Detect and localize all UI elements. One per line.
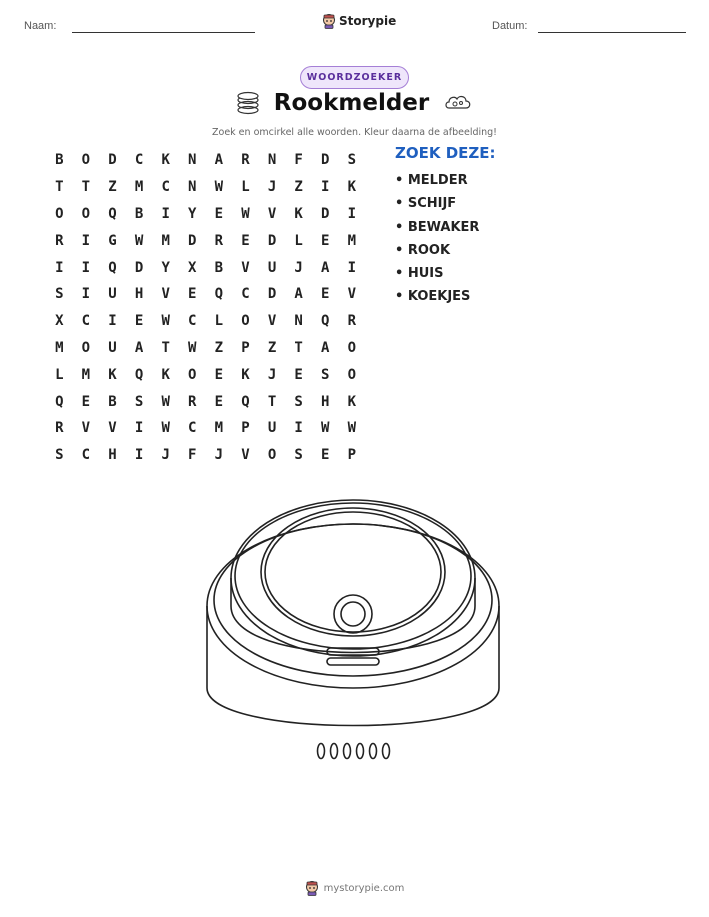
grid-letter[interactable]: I <box>134 447 144 464</box>
grid-letter[interactable]: Y <box>161 259 170 276</box>
grid-letter[interactable]: D <box>108 152 117 169</box>
name-label: Naam: <box>24 20 57 32</box>
grid-letter[interactable]: V <box>267 313 277 330</box>
grid-letter[interactable]: S <box>321 366 330 383</box>
grid-letter[interactable]: J <box>294 259 303 276</box>
grid-letter[interactable]: I <box>81 232 91 249</box>
grid-letter[interactable]: K <box>161 366 170 383</box>
grid-letter[interactable]: W <box>161 313 170 330</box>
grid-letter[interactable]: C <box>81 313 91 330</box>
grid-row <box>46 227 365 254</box>
grid-letter[interactable]: C <box>81 447 91 464</box>
grid-row <box>46 147 365 174</box>
grid-letter[interactable]: I <box>55 259 64 276</box>
grid-row <box>46 361 365 388</box>
grid-letter[interactable]: W <box>321 420 330 437</box>
grid-letter[interactable]: E <box>81 393 91 410</box>
word-list-item: • KOEKJES <box>395 289 471 305</box>
grid-letter[interactable]: S <box>55 286 64 303</box>
grid-letter[interactable]: L <box>214 313 224 330</box>
grid-letter[interactable]: L <box>55 366 64 383</box>
grid-letter[interactable]: O <box>347 339 357 356</box>
grid-letter[interactable]: T <box>55 179 64 196</box>
grid-letter[interactable]: B <box>134 205 144 222</box>
grid-letter[interactable]: B <box>214 259 224 276</box>
grid-letter[interactable]: U <box>108 286 117 303</box>
grid-letter[interactable]: O <box>241 313 250 330</box>
grid-letter[interactable]: H <box>108 447 117 464</box>
worksheet-type-badge: WOORDZOEKER <box>300 66 409 89</box>
smoke-cloud-icon <box>443 92 473 114</box>
storypie-mascot-icon <box>305 880 319 896</box>
grid-letter[interactable]: C <box>241 286 250 303</box>
grid-letter[interactable]: I <box>108 313 117 330</box>
grid-letter[interactable]: V <box>241 447 250 464</box>
grid-letter[interactable]: F <box>188 447 197 464</box>
grid-letter[interactable]: C <box>188 420 197 437</box>
grid-row <box>46 442 365 469</box>
grid-row <box>46 201 365 228</box>
grid-letter[interactable]: R <box>188 393 197 410</box>
brand-logo <box>322 13 396 29</box>
grid-letter[interactable]: H <box>134 286 144 303</box>
grid-letter[interactable]: I <box>81 286 91 303</box>
page-title: Rookmelder <box>273 90 430 116</box>
grid-letter[interactable]: L <box>294 232 303 249</box>
grid-letter[interactable]: O <box>267 447 277 464</box>
grid-letter[interactable]: K <box>347 179 357 196</box>
grid-letter[interactable]: T <box>267 393 277 410</box>
grid-letter[interactable]: U <box>267 420 277 437</box>
title-row <box>0 90 709 116</box>
grid-letter[interactable]: Q <box>321 313 330 330</box>
grid-letter[interactable]: A <box>321 339 330 356</box>
grid-letter[interactable]: I <box>294 420 303 437</box>
grid-letter[interactable]: E <box>321 447 330 464</box>
grid-letter[interactable]: X <box>188 259 197 276</box>
grid-letter[interactable]: Q <box>241 393 250 410</box>
grid-letter[interactable]: A <box>294 286 303 303</box>
grid-letter[interactable]: Z <box>294 179 303 196</box>
grid-letter[interactable]: B <box>55 152 64 169</box>
grid-letter[interactable]: W <box>188 339 197 356</box>
word-list-item: • ROOK <box>395 242 451 258</box>
grid-letter[interactable]: U <box>108 339 117 356</box>
grid-letter[interactable]: O <box>347 366 357 383</box>
grid-letter[interactable]: K <box>108 366 117 383</box>
grid-letter[interactable]: U <box>267 259 277 276</box>
grid-letter[interactable]: D <box>321 205 330 222</box>
grid-letter[interactable]: V <box>267 205 277 222</box>
grid-letter[interactable]: J <box>161 447 170 464</box>
grid-letter[interactable]: A <box>214 152 224 169</box>
grid-letter[interactable]: N <box>188 152 197 169</box>
brand-name: Storypie <box>339 14 397 28</box>
grid-letter[interactable]: D <box>267 286 277 303</box>
grid-letter[interactable]: V <box>161 286 170 303</box>
grid-letter[interactable]: H <box>321 393 330 410</box>
grid-row <box>46 254 365 281</box>
grid-letter[interactable]: A <box>321 259 330 276</box>
grid-letter[interactable]: P <box>347 447 357 464</box>
grid-letter[interactable]: V <box>241 259 250 276</box>
word-list-item: • HUIS <box>395 266 444 282</box>
grid-letter[interactable]: Z <box>108 179 117 196</box>
grid-letter[interactable]: C <box>161 179 170 196</box>
grid-letter[interactable]: I <box>81 259 91 276</box>
grid-letter[interactable]: O <box>81 339 91 356</box>
grid-letter[interactable]: Q <box>108 259 117 276</box>
grid-letter[interactable]: B <box>108 393 117 410</box>
grid-letter[interactable]: M <box>134 179 144 196</box>
cookie-stack-icon <box>236 91 260 115</box>
grid-letter[interactable]: R <box>347 313 357 330</box>
grid-letter[interactable]: N <box>267 152 277 169</box>
grid-letter[interactable]: V <box>347 286 357 303</box>
grid-letter[interactable]: K <box>347 393 357 410</box>
grid-letter[interactable]: E <box>188 286 197 303</box>
grid-letter[interactable]: W <box>161 420 170 437</box>
grid-letter[interactable]: E <box>321 286 330 303</box>
grid-letter[interactable]: V <box>108 420 117 437</box>
grid-letter[interactable]: E <box>214 366 224 383</box>
grid-letter[interactable]: C <box>188 313 197 330</box>
word-list-item: • BEWAKER <box>395 219 480 235</box>
grid-row <box>46 415 365 442</box>
grid-letter[interactable]: S <box>347 152 357 169</box>
footer-url: mystorypie.com <box>323 882 405 894</box>
grid-letter[interactable]: E <box>321 232 330 249</box>
grid-letter[interactable]: D <box>321 152 330 169</box>
grid-letter[interactable]: J <box>267 366 277 383</box>
grid-letter[interactable]: P <box>241 420 250 437</box>
grid-letter[interactable]: K <box>241 366 250 383</box>
grid-letter[interactable]: I <box>347 205 357 222</box>
grid-letter[interactable]: M <box>214 420 224 437</box>
grid-letter[interactable]: S <box>134 393 144 410</box>
date-label: Datum: <box>492 20 528 32</box>
grid-letter[interactable]: O <box>81 205 91 222</box>
grid-letter[interactable]: E <box>214 393 224 410</box>
grid-letter[interactable]: E <box>294 366 303 383</box>
grid-letter[interactable]: W <box>134 232 144 249</box>
grid-letter[interactable]: M <box>55 339 64 356</box>
grid-letter[interactable]: R <box>241 152 250 169</box>
grid-letter[interactable]: D <box>188 232 197 249</box>
name-line <box>72 32 255 33</box>
grid-letter[interactable]: I <box>161 205 170 222</box>
grid-letter[interactable]: X <box>55 313 64 330</box>
grid-row <box>46 388 365 415</box>
grid-letter[interactable]: E <box>214 205 224 222</box>
smoke-detector-illustration <box>195 488 511 773</box>
footer <box>0 880 709 896</box>
grid-letter[interactable]: C <box>134 152 144 169</box>
grid-row <box>46 281 365 308</box>
grid-letter[interactable]: S <box>294 393 303 410</box>
grid-letter[interactable]: M <box>81 366 91 383</box>
date-line <box>538 32 686 33</box>
grid-letter[interactable]: N <box>188 179 197 196</box>
instructions: Zoek en omcirkel alle woorden. Kleur daarna de afbeelding! <box>212 127 497 138</box>
grid-letter[interactable]: M <box>161 232 170 249</box>
grid-letter[interactable]: W <box>241 205 250 222</box>
grid-letter[interactable]: R <box>55 420 64 437</box>
grid-letter[interactable]: D <box>134 259 144 276</box>
grid-letter[interactable]: G <box>108 232 117 249</box>
grid-letter[interactable]: R <box>214 232 224 249</box>
grid-letter[interactable]: T <box>81 179 91 196</box>
word-list-title: ZOEK DEZE: <box>395 144 496 162</box>
grid-letter[interactable]: Y <box>188 205 197 222</box>
grid-letter[interactable]: K <box>161 152 170 169</box>
grid-letter[interactable]: M <box>347 232 357 249</box>
word-list <box>395 171 479 311</box>
grid-letter[interactable]: L <box>241 179 250 196</box>
grid-row <box>46 335 365 362</box>
storypie-mascot-icon <box>322 13 336 29</box>
grid-letter[interactable]: F <box>294 152 303 169</box>
grid-letter[interactable]: W <box>161 393 170 410</box>
grid-letter[interactable]: Z <box>267 339 277 356</box>
grid-letter[interactable]: O <box>55 205 64 222</box>
grid-letter[interactable]: Q <box>108 205 117 222</box>
grid-letter[interactable]: Q <box>134 366 144 383</box>
grid-letter[interactable]: O <box>81 152 91 169</box>
word-list-item: • MELDER <box>395 173 468 188</box>
grid-letter[interactable]: Z <box>214 339 224 356</box>
grid-letter[interactable]: J <box>214 447 224 464</box>
grid-letter[interactable]: S <box>55 447 64 464</box>
grid-letter[interactable]: S <box>294 447 303 464</box>
grid-letter[interactable]: K <box>294 205 303 222</box>
grid-letter[interactable]: E <box>241 232 250 249</box>
grid-letter[interactable]: R <box>55 232 64 249</box>
grid-letter[interactable]: A <box>134 339 144 356</box>
grid-letter[interactable]: T <box>161 339 170 356</box>
grid-letter[interactable]: J <box>267 179 277 196</box>
grid-row <box>46 308 365 335</box>
grid-letter[interactable]: P <box>241 339 250 356</box>
grid-row <box>46 174 365 201</box>
grid-letter[interactable]: I <box>134 420 144 437</box>
grid-letter[interactable]: W <box>214 179 224 196</box>
grid-letter[interactable]: I <box>321 179 330 196</box>
grid-letter[interactable]: T <box>294 339 303 356</box>
grid-letter[interactable]: Q <box>214 286 224 303</box>
grid-letter[interactable]: N <box>294 313 303 330</box>
grid-letter[interactable]: Q <box>55 393 64 410</box>
grid-letter[interactable]: V <box>81 420 91 437</box>
word-search-grid <box>46 147 365 469</box>
grid-letter[interactable]: D <box>267 232 277 249</box>
grid-letter[interactable]: O <box>188 366 197 383</box>
grid-letter[interactable]: W <box>347 420 357 437</box>
grid-letter[interactable]: E <box>134 313 144 330</box>
word-list-item: • SCHIJF <box>395 196 457 212</box>
grid-letter[interactable]: I <box>347 259 357 276</box>
